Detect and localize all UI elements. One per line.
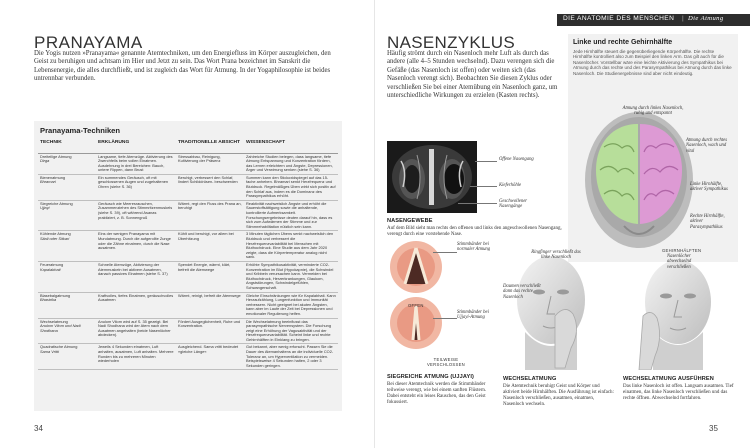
xray-label-swollen: Geschwollener Nasengänge [499, 199, 528, 210]
cell-intention: Ausgleichend. Sama vritti bedeutet »gleiche Länge« [176, 344, 244, 370]
xray-leader-1 [475, 161, 497, 162]
table-title: Pranayama-Techniken [40, 126, 121, 135]
cell-technique [38, 318, 96, 344]
table-row [38, 200, 338, 231]
technique-sanskrit: Kapalabhati [40, 266, 61, 272]
table-row [38, 344, 338, 370]
cell-intention: Fördert Ausgeglichenheit, Ruhe und Konzentration. [176, 318, 244, 344]
pranayama-table [38, 139, 338, 370]
cell-technique [38, 344, 96, 370]
label-open: OFFEN [408, 303, 424, 308]
cell-technique [38, 231, 96, 262]
header-technik: TECHNIK [38, 139, 96, 153]
header-wissenschaft: WISSENSCHAFT [244, 139, 338, 153]
cell-explanation: Kraftvolles, tiefes Einatmen, geräuschvolles Ausatmen [96, 292, 176, 318]
label-vocal-normal: Stimmbänder bei normaler Atmung [457, 242, 491, 253]
cell-explanation: Langsame, tiefe Atemzüge. Aktivierung des Zwerchfells beim vollen Einatmen. Ausdehnung in drei Bereichen: Bauch, untere Rippen, dann Brust [96, 153, 176, 174]
table-header-row [38, 139, 338, 153]
table-row [38, 292, 338, 318]
page-title: PRANAYAMA [34, 33, 143, 52]
label-partially-closed: TEILWEISE VERSCHLOSSEN [426, 357, 466, 367]
header-sub: Die Atmung [688, 15, 724, 22]
cell-intention: Beruhigt, verbessert den Schlaf, lindert Schilddrüsen- beschwerden [176, 174, 244, 200]
right-page [375, 0, 750, 448]
cell-explanation: Ein summendes Geräusch, oft mit geschlossenen Augen und zugehaltenen Ohren (siehe S. 36) [96, 174, 176, 200]
technique-sanskrit: Anulom Vilom und Nadi Shodhana [40, 323, 81, 333]
cell-technique [38, 174, 96, 200]
cell-explanation: Schnelle Atemzüge, Aktivierung der Atemmuskeln bei aktivem Ausatmen, danach passives Einatmen (siehe S. 37) [96, 261, 176, 292]
cell-science: Zahlreiche Studien belegen, dass langsame, tiefe Atmung Entspannung und Konzentration fördern, das Lernen erleichtern und Ängste, Depressionen, Ärger und Verwirrung senken (siehe S. 36) [244, 153, 338, 174]
technique-name: Wechselatmung [40, 318, 68, 324]
section-title: NASENZYKLUS [387, 33, 516, 52]
larynx-illustration [387, 240, 445, 352]
cell-technique [38, 261, 96, 292]
page-number-right: 35 [709, 424, 718, 433]
technique-sanskrit: Sitali oder Sitkari [40, 236, 70, 241]
header-section: DIE ANATOMIE DES MENSCHEN [563, 15, 675, 22]
xray-heading: NASENGEWEBE [387, 218, 433, 224]
ujjayi-heading: SIEGREICHE ATMUNG (UJJAYI) [387, 374, 474, 380]
label-left-nostril-calm: Atmung durch linkes Nasenloch, ruhig und entspannt [622, 106, 684, 117]
ujjayi-text: Bei dieser Atemtechnik werden die Stimmbänder teilweise verengt, wie bei einem sanften Flüstern. Dabei entsteht ein leises Rauschen, das den Geist fokussiert. [387, 382, 487, 405]
cell-technique [38, 292, 96, 318]
cell-intention: Wärmt, reinigt, befreit die Atemwege [176, 292, 244, 318]
table-row [38, 261, 338, 292]
cell-science: 3 Minuten täglichen Übens senkt nachweislich den Blutdruck und verbessert die Herzfrequenzvariabilität bei Menschen mit Bluthochdruck. Eine Studie aus dem Jahr 2020 zeigte, dass die Körpertemperatur analog nicht sank. [244, 231, 338, 262]
xray-label-open: Offene Nasengang [499, 157, 534, 162]
cell-science: Reaktivität nachweislich Ängste und erhöht die Sauerstoffsättigung sowie die anhaltende, kontrollierte Aufmerksamkeit. Forschungsergebnisse deuten darauf hin, dass es sich zum Aufwärmen der Stimme und zur Stimmrehabilitation nützlich sein kann. [244, 200, 338, 231]
xray-label-sinus: Kieferhöhle [499, 183, 522, 188]
larynx-leader-1 [433, 252, 457, 253]
header-erklaerung: ERKLÄRUNG [96, 139, 176, 153]
xray-text: Auf dem Bild sieht man rechts den offenen und links den angeschwollenen Nasengang, verengt durch eine vorstehende Nase. [387, 226, 562, 237]
technique-name: Kühlende Atmung [40, 231, 71, 237]
cell-intention: Stressabbau, Reinigung, Kultivierung der Präsenz [176, 153, 244, 174]
technique-sanskrit: Dirga [40, 158, 50, 164]
technique-sanskrit: Ujjayi [40, 205, 50, 211]
label-thumb: Daumen verschließt dann das rechte Nasenloch [503, 284, 541, 300]
technique-name: Siegreiche Atmung [40, 200, 73, 206]
head-brain-illustration [574, 102, 704, 252]
table-row [38, 318, 338, 344]
cell-science: Die Wechselatmung beeinflusst das parasympathische Nervensystem. Die Forschung zeigt eine Erhöhung der Vagusaktivität und der Herzfrequenzvariabilität. Scheint linke und rechte Gehirnhälften in Einklang zu bringen. [244, 318, 338, 344]
label-ring-finger: Ringfinger verschließt das linke Nasenloch [531, 250, 581, 261]
ausfuehren-heading: WECHSELATMUNG AUSFÜHREN [623, 376, 714, 382]
table-row [38, 174, 338, 200]
cell-intention: Wärmt, regt den Fluss des Prana an, beruhigt [176, 200, 244, 231]
technique-name: Dreiteilige Atmung [40, 153, 72, 159]
label-left-sympathetic: Linke Hirnhälfte, aktiver Sympathikus [690, 182, 728, 193]
technique-name: Quadratische Atmung [40, 344, 78, 350]
header-divider: | [682, 15, 685, 22]
xray-leader-2 [470, 186, 497, 187]
xray-leader-3 [458, 203, 497, 204]
header-absicht: TRADITIONELLE ABSICHT [176, 139, 244, 153]
technique-name: Blasebalgatmung [40, 292, 71, 298]
cell-science: Erhöhte Sympathikusaktivität, verminderte CO2-Konzentration im Blut (Hypokapnie), die Schwindel und Kribbeln verursachen kann. Vermeiden bei Bluthochdruck, Herzerkrankungen, Glaukom, Angststörungen, Schwindelgefühlen, Schwangerschaft. [244, 261, 338, 292]
technique-sanskrit: Sama Vritti [40, 349, 59, 355]
cell-science: Gleiche Einschränkungen wie für Kapalabhati. Kann Herzaufzählung, Lungenfunktion und Immunität verbessern. Nicht geeignet bei akuten Ängsten, kann aber im Laufe der Zeit bei Depressionen und emotionaler Regulierung helfen. [244, 292, 338, 318]
wechsel-heading: WECHSELATMUNG [503, 376, 557, 382]
table-row [38, 153, 338, 174]
cell-intention: Kühlt und beruhigt, vor allem bei Überhitzung [176, 231, 244, 262]
cell-explanation: Eins der wenigen Pranayama mit Mundatmung. Durch die aufgerollte Zunge oder die Zähne einatmen, durch die Nase ausatmen. [96, 231, 176, 262]
ausfuehren-text: Das linke Nasenloch ist offen. Langsam ausatmen. Tief einatmen, das linke Nasenloch verschließen und das rechte öffnen. Abwechselnd fortfahren. [623, 384, 734, 401]
cell-intention: Spendet Energie, wärmt, klärt, befreit die Atemwege [176, 261, 244, 292]
cell-science: Gut bekannt, aber wenig erforscht. Passen Sie die Dauer des Atemanhaltens an die individuelle CO2-Toleranz an, um Hyperventilation zu vermeiden. Beispielsweise 4 Sekunden halten, 2 oder 3 Sekunden geringen. [244, 344, 338, 370]
label-alternate: Nasenlöcher abwechselnd verschließen [667, 254, 692, 270]
label-right-parasympathetic: Rechte Hirnhälfte, aktiver Parasympathikus [690, 214, 725, 230]
larynx-leader-2 [433, 318, 457, 319]
cell-technique [38, 200, 96, 231]
table-row [38, 231, 338, 262]
technique-sanskrit: Bhastrika [40, 297, 57, 303]
cell-science: Summen kann den Stickoxidspiegel auf das 15-fache anheben. Bhramari senkt Herzfrequenz und Blutdruck. Regelmäßiges Üben wirkt sich positiv auf den Schlaf aus, indem es die Dominanz des Parasympathikus erhöht. [244, 174, 338, 200]
label-right-nostril-awake: Atmung durch rechtes Nasenloch, wach und vital [686, 138, 728, 154]
cell-explanation: Jeweils 4 Sekunden einatmen, Luft anhalten, ausatmen, Luft anhalten. Mehrere Runden bis zu mehreren Minuten wiederholen [96, 344, 176, 370]
pranayama-table-box [34, 121, 342, 411]
technique-sanskrit: Bhramari [40, 179, 56, 185]
cell-explanation: Geräusch wie Meeresrauschen, Zusammenziehen des Stimmritzenmuskels (siehe S. 39), oft während Asanas praktiziert, z. B. Sonnengruß [96, 200, 176, 231]
nasal-cycle-intro: Häufig strömt durch ein Nasenloch mehr Luft als durch das andere (alle 4–5 Stunden wechselnd). Dazu verengen sich die Gefäße (das Nasenloch ist offen) oder weiten sich (das Nasenloch verengt sich). Beobachten Sie diesen Zyklus oder verschließen Sie bei einer Atemübung ein Nasenloch ganz, um unterschiedliche Wirkungen zu erzielen (Kasten rechts). [387, 50, 558, 100]
page-number-left: 34 [34, 424, 43, 433]
brain-sidebar [568, 34, 738, 262]
label-vocal-ujjayi: Stimmbänder bei Ujjayi-Atmung [457, 310, 489, 321]
sidebar-title: Linke und rechte Gehirnhälfte [573, 39, 673, 46]
intro-text: Die Yogis nutzen »Pranayama« genannte Atemtechniken, um den Energiefluss im Körper auszugleichen, den Geist zu beruhigen und achtsam im Hier und Jetzt zu sein. Das Wort Prana bezeichnet im Sanskrit die Lebensenergie, die alles durchfließt, und ist zugleich das Wort für Atmung. In der Yogaphilosophie ist beides untrennbar verbunden. [34, 50, 331, 83]
wechsel-text: Die Atemtechnik beruhigt Geist und Körper und aktiviert beide Hirnhälften. Die Ausführung ist einfach: Nasenloch verschließen, ausatmen, einatmen, Nasenloch wechseln. [503, 384, 614, 407]
running-header [557, 14, 750, 26]
sidebar-text: Jede Hirnhälfte steuert die gegenüberliegende Körperhälfte. Die rechte Hirnhälfte kontrolliert also zum Beispiel den linken Arm. Das gilt auch für die Nasenlöcher. Vorstellbar wäre eine leichte Aktivierung des Sympathikus bei Atmung durch das rechte und des Parasympathikus bei Atmung durch das linke Nasenloch. Die Studienergebnisse sind aber nicht eindeutig. [573, 49, 732, 76]
technique-name: Bienenatmung [40, 174, 66, 180]
technique-name: Feueratmung [40, 261, 64, 267]
label-hemispheres: GEHIRNHÄLFTEN [662, 248, 702, 253]
cell-explanation: Anulom Vilom wird auf S. 35 gezeigt. Bei Nadi Shodhana wird der Atem nach dem Ausatmen angehalten (beide Nasenlöcher abdecken). [96, 318, 176, 344]
cell-technique [38, 153, 96, 174]
